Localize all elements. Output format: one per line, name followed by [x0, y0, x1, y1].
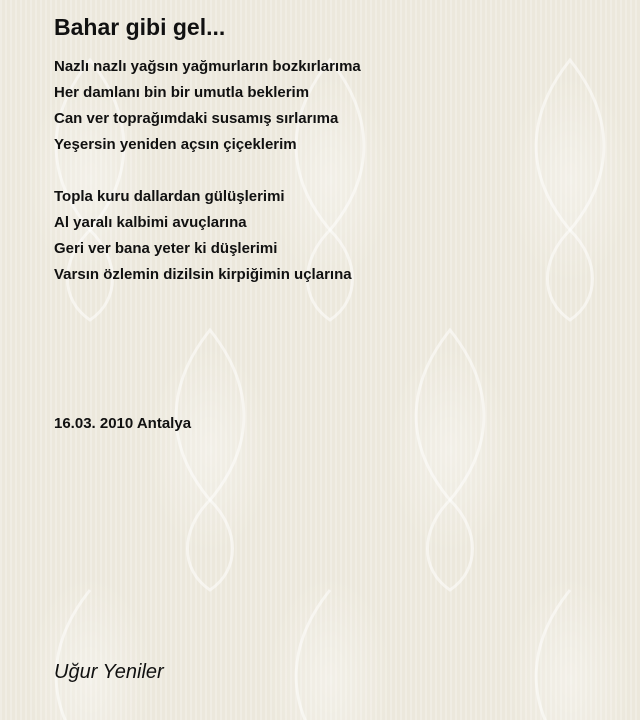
poem-line: Varsın özlemin dizilsin kirpiğimin uçlarına: [54, 266, 352, 283]
poem-title: Bahar gibi gel...: [54, 14, 226, 40]
poem-author: Uğur Yeniler: [54, 661, 164, 683]
poem-date-place: 16.03. 2010 Antalya: [54, 415, 192, 432]
poem-line: Can ver toprağımdaki susamış sırlarıma: [54, 110, 339, 127]
poem-line: Topla kuru dallardan gülüşlerimi: [54, 188, 285, 205]
poem-line: Her damlanı bin bir umutla beklerim: [54, 84, 310, 101]
poem-line: Yeşersin yeniden açsın çiçeklerim: [54, 136, 297, 153]
poem-stanza-1: [54, 54, 614, 158]
poem-line: Nazlı nazlı yağsın yağmurların bozkırlarıma: [54, 58, 361, 75]
poem-line: Geri ver bana yeter ki düşlerimi: [54, 240, 278, 257]
poem-container: [54, 12, 614, 288]
poem-stanza-2: [54, 184, 614, 288]
poem-line: Al yaralı kalbimi avuçlarına: [54, 214, 247, 231]
